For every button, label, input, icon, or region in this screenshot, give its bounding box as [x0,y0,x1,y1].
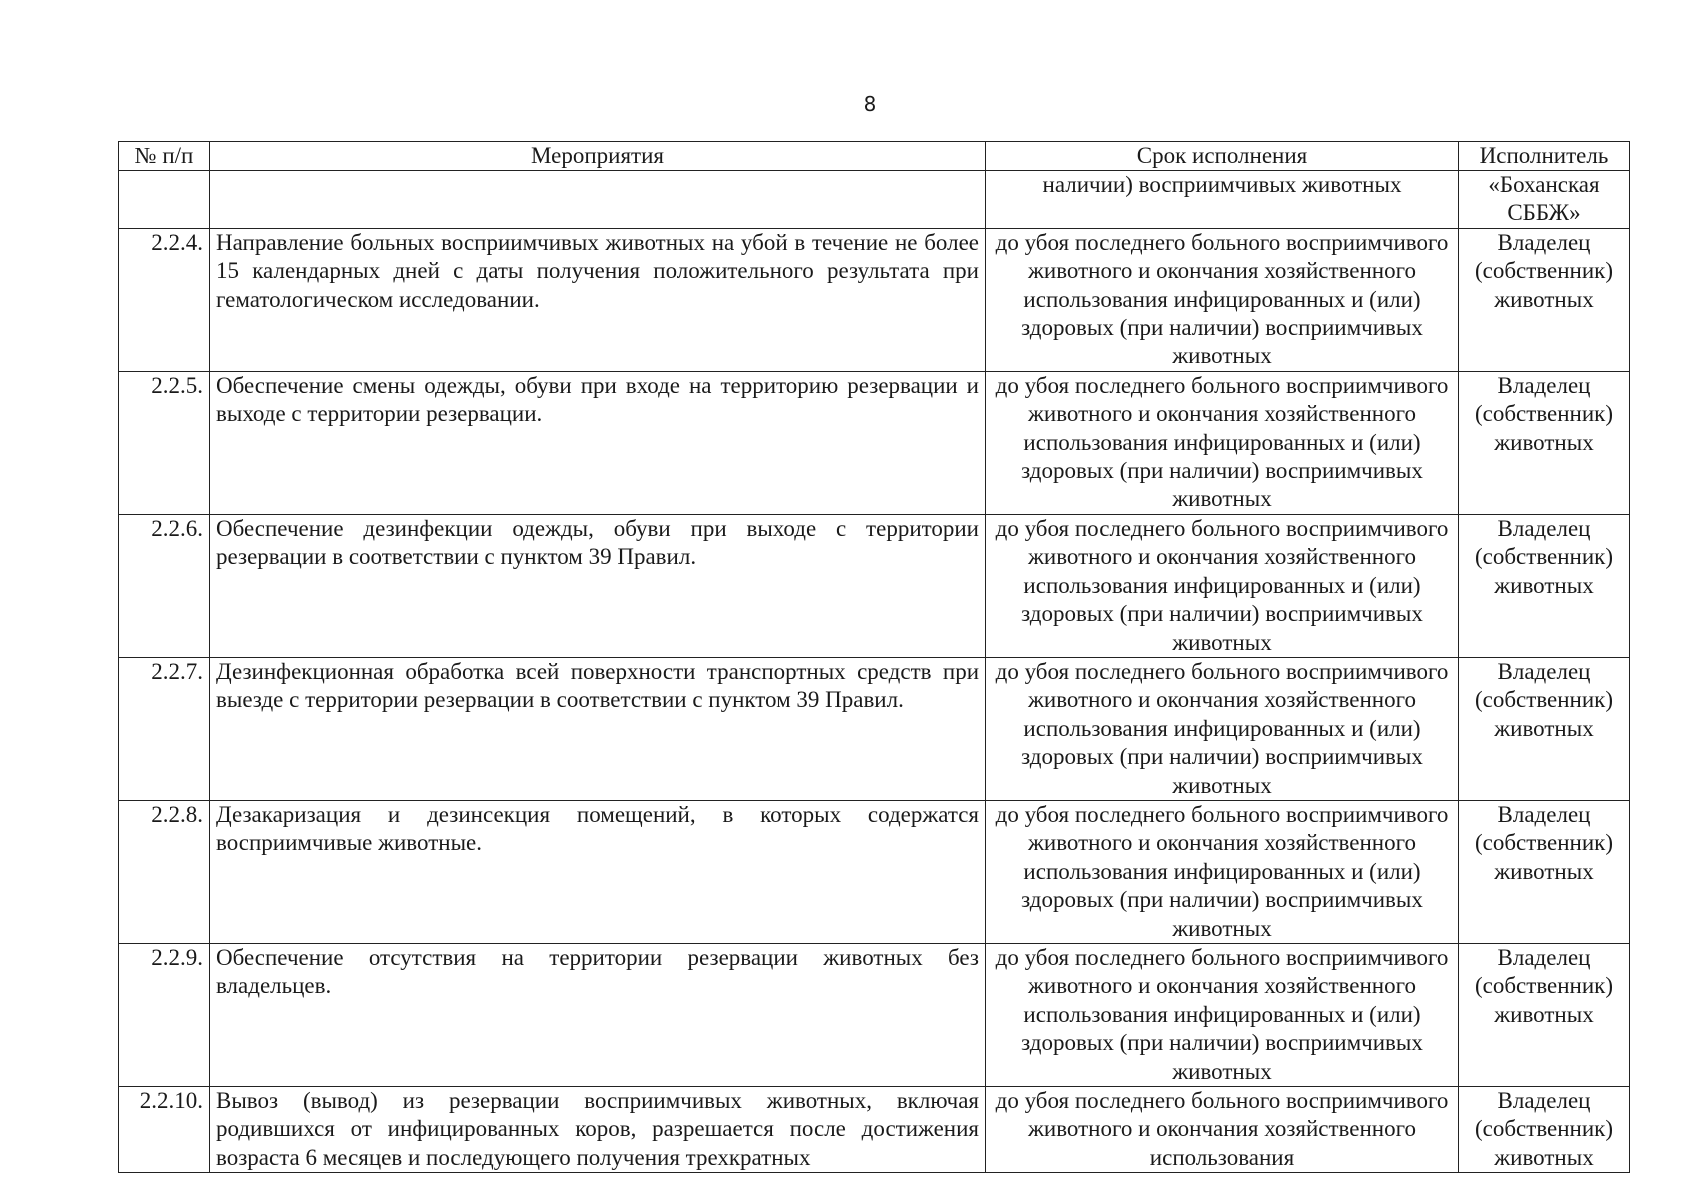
cell-measure: Дезинфекционная обработка всей поверхности транспортных средств при выезде с территории резервации в соответствии с пунктом 39 Правил. [210,657,986,800]
cell-num: 2.2.8. [119,800,210,943]
cell-executor: «Боханская СББЖ» [1459,171,1630,229]
cell-term [986,1087,1459,1173]
continuation-row [119,171,1630,229]
header-executor: Исполнитель [1459,142,1630,171]
cell-executor: Владелец (собственник) животных [1459,800,1630,943]
table-row [119,371,1630,514]
table-row [119,943,1630,1086]
cell-term: до убоя последнего больного восприимчивого животного и окончания хозяйственного использования инфицированных и (или) здоровых (при наличии) восприимчивых животных [986,943,1459,1086]
cell-num: 2.2.9. [119,943,210,1086]
cell-num: 2.2.7. [119,657,210,800]
cell-measure: Обеспечение дезинфекции одежды, обуви при выходе с территории резервации в соответствии с пунктом 39 Правил. [210,514,986,657]
cell-measure: Дезакаризация и дезинсекция помещений, в которых содержатся восприимчивые животные. [210,800,986,943]
measures-table [118,141,1630,1173]
cell-term: до убоя последнего больного восприимчивого животного и окончания хозяйственного использования инфицированных и (или) здоровых (при наличии) восприимчивых животных [986,371,1459,514]
cell-num: 2.2.5. [119,371,210,514]
cell-measure [210,1087,986,1173]
cell-executor: Владелец (собственник) животных [1459,657,1630,800]
header-measure: Мероприятия [210,142,986,171]
page-number: 8 [863,92,877,116]
cell-executor: Владелец (собственник) животных [1459,943,1630,1086]
table-row [119,657,1630,800]
cell-executor: Владелец (собственник) животных [1459,228,1630,371]
cell-measure [210,171,986,229]
header-num: № п/п [119,142,210,171]
cell-measure: Обеспечение смены одежды, обуви при входе на территорию резервации и выходе с территории резервации. [210,371,986,514]
table-row [119,228,1630,371]
cell-executor: Владелец (собственник) животных [1459,514,1630,657]
header-term: Срок исполнения [986,142,1459,171]
cell-term: до убоя последнего больного восприимчивого животного и окончания хозяйственного использования инфицированных и (или) здоровых (при наличии) восприимчивых животных [986,514,1459,657]
cell-num: 2.2.10. [119,1087,210,1173]
cell-measure: Обеспечение отсутствия на территории резервации животных без владельцев. [210,943,986,1086]
cell-term: до убоя последнего больного восприимчивого животного и окончания хозяйственного использования инфицированных и (или) здоровых (при наличии) восприимчивых животных [986,228,1459,371]
cell-executor-text: Владелец (собственник) животных [1474,1088,1614,1170]
cell-measure: Направление больных восприимчивых животных на убой в течение не более 15 календарных дней с даты получения положительного результата при гематологическом исследовании. [210,228,986,371]
cell-num [119,171,210,229]
table-header-row [119,142,1630,171]
table-row [119,1087,1630,1173]
cell-term: до убоя последнего больного восприимчивого животного и окончания хозяйственного использования инфицированных и (или) здоровых (при наличии) восприимчивых животных [986,800,1459,943]
cell-term: наличии) восприимчивых животных [986,171,1459,229]
table-row [119,514,1630,657]
cell-measure-text: Вывоз (вывод) из резервации восприимчивых животных, включая родившихся от инфицированных коров, разрешается после достижения возраста 6 месяцев и последующего получения трехкратных [216,1088,979,1170]
cell-term: до убоя последнего больного восприимчивого животного и окончания хозяйственного использования инфицированных и (или) здоровых (при наличии) восприимчивых животных [986,657,1459,800]
cell-term-text: до убоя последнего больного восприимчивого животного и окончания хозяйственного использования [995,1088,1449,1170]
table-row [119,800,1630,943]
cell-executor: Владелец (собственник) животных [1459,371,1630,514]
cell-num: 2.2.6. [119,514,210,657]
cell-executor [1459,1087,1630,1173]
cell-num: 2.2.4. [119,228,210,371]
